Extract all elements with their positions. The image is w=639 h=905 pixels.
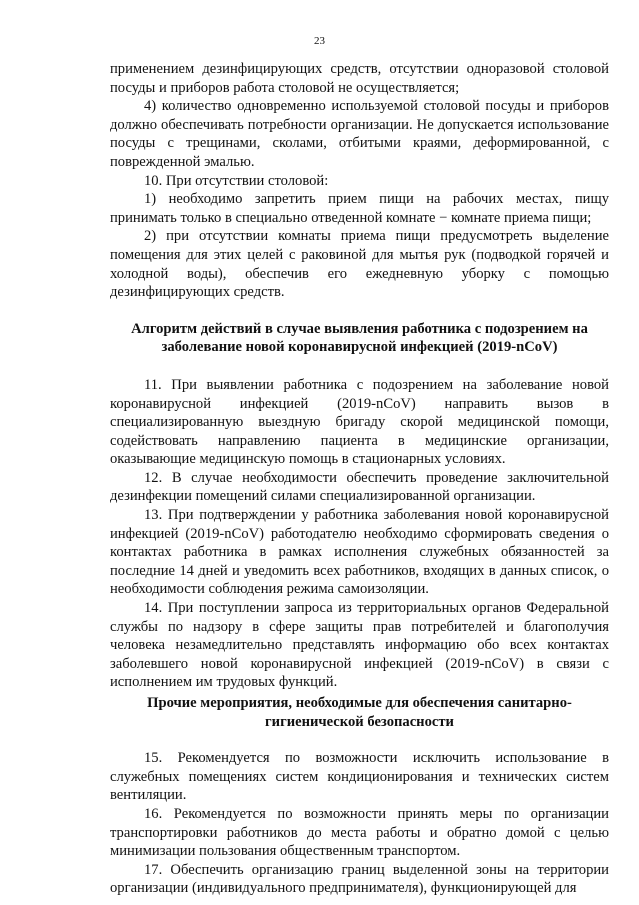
paragraph-item-15: 15. Рекомендуется по возможности исключить использование в служебных помещениях систем кондиционирования и технических систем вентиляции. [110, 750, 609, 804]
paragraph-item-4: 4) количество одновременно используемой столовой посуды и приборов должно обеспечивать потребности организации. Не допускается использование посуды с трещинами, сколами, отбитыми краями, деформированной, с поврежденной эмалью. [110, 98, 609, 170]
section-heading-algorithm: Алгоритм действий в случае выявления работника с подозрением на заболевание новой коронавирусной инфекцией (2019-nCoV) [131, 320, 588, 356]
paragraph-item-12: 12. В случае необходимости обеспечить проведение заключительной дезинфекции помещений силами специализированной организации. [110, 469, 609, 505]
paragraph-item-10: 10. При отсутствии столовой: [144, 172, 329, 189]
paragraph-item-14: 14. При поступлении запроса из территориальных органов Федеральной службы по надзору в сфере защиты прав потребителей и благополучия человека незамедлительно представлять информацию обо всех контактах заболевшего новой коронавирусной инфекцией (2019-nCoV) в связи с исполнением им трудовых функций. [110, 600, 609, 691]
paragraph-item-13: 13. При подтверждении у работника заболевания новой коронавирусной инфекцией (2019-nCoV) работодателю необходимо сформировать сведения о контактах работника в рамках исполнения служебных обязанностей за последние 14 дней и уведомить всех работников, входящих в данных список, о необходимости соблюдения режима самоизоляции. [110, 507, 609, 598]
paragraph-item-16: 16. Рекомендуется по возможности принять меры по организации транспортировки работников до места работы и обратно домой с целью минимизации пользования общественным транспортом. [110, 805, 609, 860]
paragraph-dishes-continuation: применением дезинфицирующих средств, отсутствии одноразовой столовой посуды и приборов работа столовой не осуществляется; [110, 61, 609, 96]
paragraph-item-10-2: 2) при отсутствии комнаты приема пищи предусмотреть выделение помещения для этих целей с раковиной для мытья рук (подводкой горячей и холодной воды), обеспечив его ежедневную уборку с помощью дезинфицирующих средств. [110, 228, 609, 301]
paragraph-item-17: 17. Обеспечить организацию границ выделенной зоны на территории организации (индивидуального предпринимателя), функционирующей для [110, 861, 609, 897]
section-heading-other-measures: Прочие мероприятия, необходимые для обеспечения санитарно-гигиенической безопасности [147, 695, 572, 730]
page-number: 23 [314, 35, 325, 47]
paragraph-item-11: 11. При выявлении работника с подозрением на заболевание новой коронавирусной инфекцией (2019-nCoV) направить вызов в специализированную выездную бригаду скорой медицинской помощи, содействовать направлению пациента в медицинские организации, оказывающие медицинскую помощь в стационарных условиях. [110, 376, 609, 468]
paragraph-item-10-1: 1) необходимо запретить прием пищи на рабочих местах, пищу принимать только в специально отведенной комнате − комнате приема пищи; [110, 191, 609, 226]
document-body [110, 60, 609, 898]
